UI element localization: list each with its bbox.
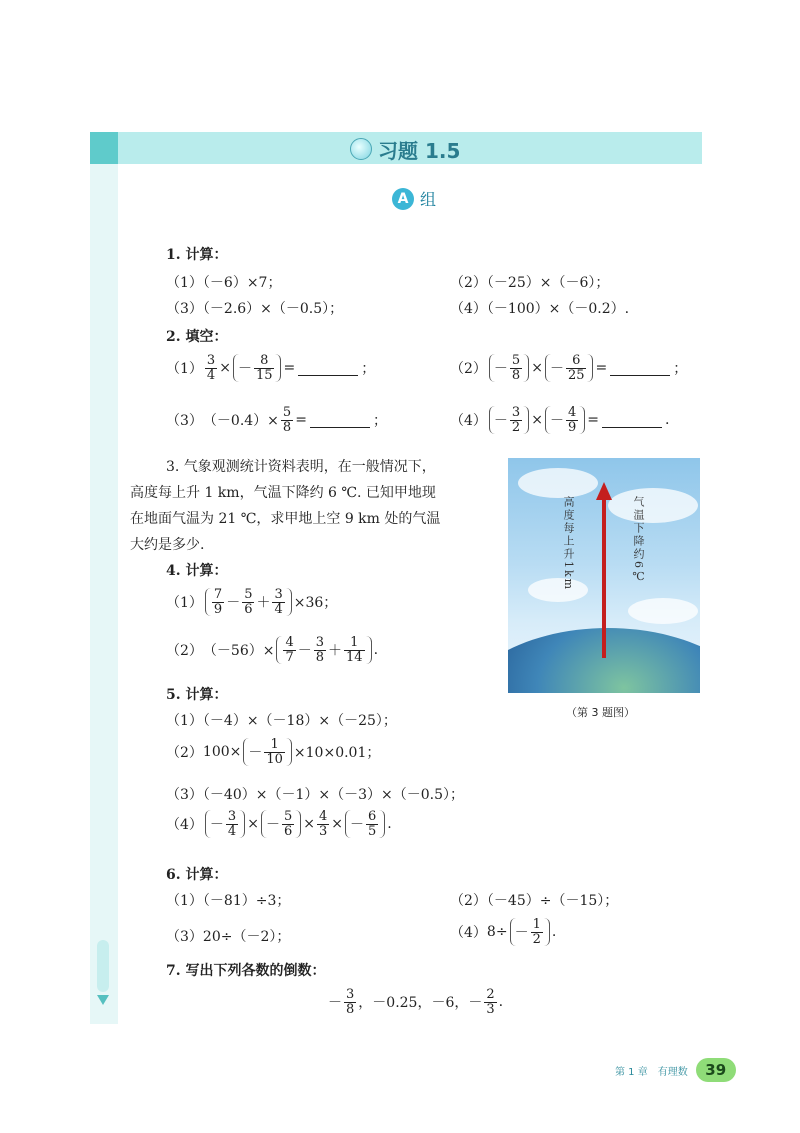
side-decoration <box>97 940 109 992</box>
q5-item-3: （3）（－40）×（－1）×（－3）×（－0.5）； <box>166 787 464 803</box>
q1-item-1: （1）（－6）×7； <box>166 275 282 291</box>
q5-item-4: （4） － $\frac{3}{4}$ × － $\frac{5}{6}$ × $\frac{4}{3}$ × － $\frac{6}{5}$ . <box>166 809 392 839</box>
q6-label: 6. 计算： <box>166 867 228 883</box>
parenthesis: － $\frac{3}{2}$ <box>489 406 529 434</box>
answer-blank <box>310 413 370 428</box>
fraction: $\frac{3}{8}$ <box>346 987 355 1017</box>
parenthesis: － $\frac{5}{6}$ <box>261 810 301 838</box>
q3-figure <box>508 458 700 693</box>
q3-line-3: 在地面气温为 21 ℃，求甲地上空 9 km 处的气温 <box>130 511 441 527</box>
globe-icon <box>350 138 372 160</box>
height-label: 高度每上升1km <box>562 496 575 592</box>
parenthesis: － $\frac{6}{25}$ <box>545 354 594 382</box>
group-label: 组 <box>420 190 437 209</box>
group-heading <box>392 187 436 210</box>
parenthesis: － $\frac{6}{5}$ <box>345 810 385 838</box>
arrow-up-icon <box>508 458 700 693</box>
header-tab <box>90 132 118 164</box>
q2-1-num: （1） <box>166 361 203 378</box>
q3-line-4: 大约是多少. <box>130 537 205 553</box>
q4-label: 4. 计算： <box>166 563 228 579</box>
fraction: $\frac{2}{3}$ <box>486 987 495 1017</box>
q2-label: 2. 填空： <box>166 329 228 345</box>
q2-item-2: （2） － $\frac{5}{8}$ × － $\frac{6}{25}$ = ； <box>450 353 688 383</box>
q2-item-4: （4） － $\frac{3}{2}$ × － $\frac{4}{9}$ = . <box>450 405 670 435</box>
q6-item-4: （4） 8÷ － $\frac{1}{2}$ . <box>450 917 557 947</box>
group-badge: A <box>392 188 414 210</box>
q5-label: 5. 计算： <box>166 687 228 703</box>
page-number: 39 <box>696 1058 736 1082</box>
q4-item-2: （2） （－56）× $\frac{4}{7}$ － $\frac{3}{8}$ ＋ $\frac{1}{14}$ . <box>166 635 379 665</box>
side-margin <box>90 164 118 1024</box>
q1-label: 1. 计算： <box>166 247 228 263</box>
parenthesis: － $\frac{8}{15}$ <box>233 354 282 382</box>
answer-blank <box>298 361 358 376</box>
q5-item-2: （2） 100× － $\frac{1}{10}$ ×10×0.01； <box>166 737 381 767</box>
parenthesis: $\frac{4}{7}$ － $\frac{3}{8}$ ＋ $\frac{1}{14}$ <box>276 636 371 664</box>
parenthesis: － $\frac{4}{9}$ <box>545 406 585 434</box>
q1-item-4: （4）（－100）×（－0.2）. <box>450 301 630 317</box>
q3-line-2: 高度每上升 1 km，气温下降约 6 ℃. 已知甲地现 <box>130 485 436 501</box>
triangle-down-icon <box>97 995 109 1005</box>
q1-item-2: （2）（－25）×（－6）； <box>450 275 610 291</box>
page-title <box>350 136 460 162</box>
q4-item-1: （1） $\frac{7}{9}$ － $\frac{5}{6}$ ＋ $\frac{3}{4}$ ×36； <box>166 587 338 617</box>
operator: × <box>219 360 231 377</box>
q3-line-1: 3. 气象观测统计资料表明，在一般情况下， <box>166 459 436 475</box>
q6-item-3: （3）20÷（－2）； <box>166 929 291 945</box>
fraction: $\frac{4}{3}$ <box>318 809 328 839</box>
parenthesis: － $\frac{5}{8}$ <box>489 354 529 382</box>
q2-2-num: （2） <box>450 361 487 378</box>
q7-label: 7. 写出下列各数的倒数： <box>166 963 326 979</box>
q2-item-3: （3） （－0.4）× $\frac{5}{8}$ = ； <box>166 405 387 435</box>
page-footer <box>615 1058 736 1082</box>
parenthesis: $\frac{7}{9}$ － $\frac{5}{6}$ ＋ $\frac{3}{4}$ <box>205 588 292 616</box>
q5-item-1: （1）（－4）×（－18）×（－25）； <box>166 713 397 729</box>
figure-caption: （第 3 题图） <box>566 706 635 719</box>
q2-item-1: （1） $\frac{3}{4}$ × － $\frac{8}{15}$ = ； <box>166 353 376 383</box>
title-text: 习题 1.5 <box>378 138 461 163</box>
chapter-label: 第 1 章 有理数 <box>615 1066 688 1078</box>
q1-item-3: （3）（－2.6）×（－0.5）； <box>166 301 344 317</box>
operator: × <box>531 360 543 377</box>
parenthesis: － $\frac{3}{4}$ <box>205 810 245 838</box>
q6-item-2: （2）（－45）÷（－15）； <box>450 893 619 909</box>
fraction: $\frac{3}{4}$ <box>206 353 216 383</box>
q6-item-1: （1）（－81）÷3； <box>166 893 291 909</box>
parenthesis: － $\frac{1}{10}$ <box>243 738 292 766</box>
answer-blank <box>610 361 670 376</box>
temp-label: 气温下降约6℃ <box>632 496 645 585</box>
q7-numbers: － $\frac{3}{8}$ ，－0.25，－6，－ $\frac{2}{3}$ . <box>328 987 504 1017</box>
answer-blank <box>602 413 662 428</box>
fraction: $\frac{5}{8}$ <box>282 405 292 435</box>
parenthesis: － $\frac{1}{2}$ <box>510 918 550 946</box>
